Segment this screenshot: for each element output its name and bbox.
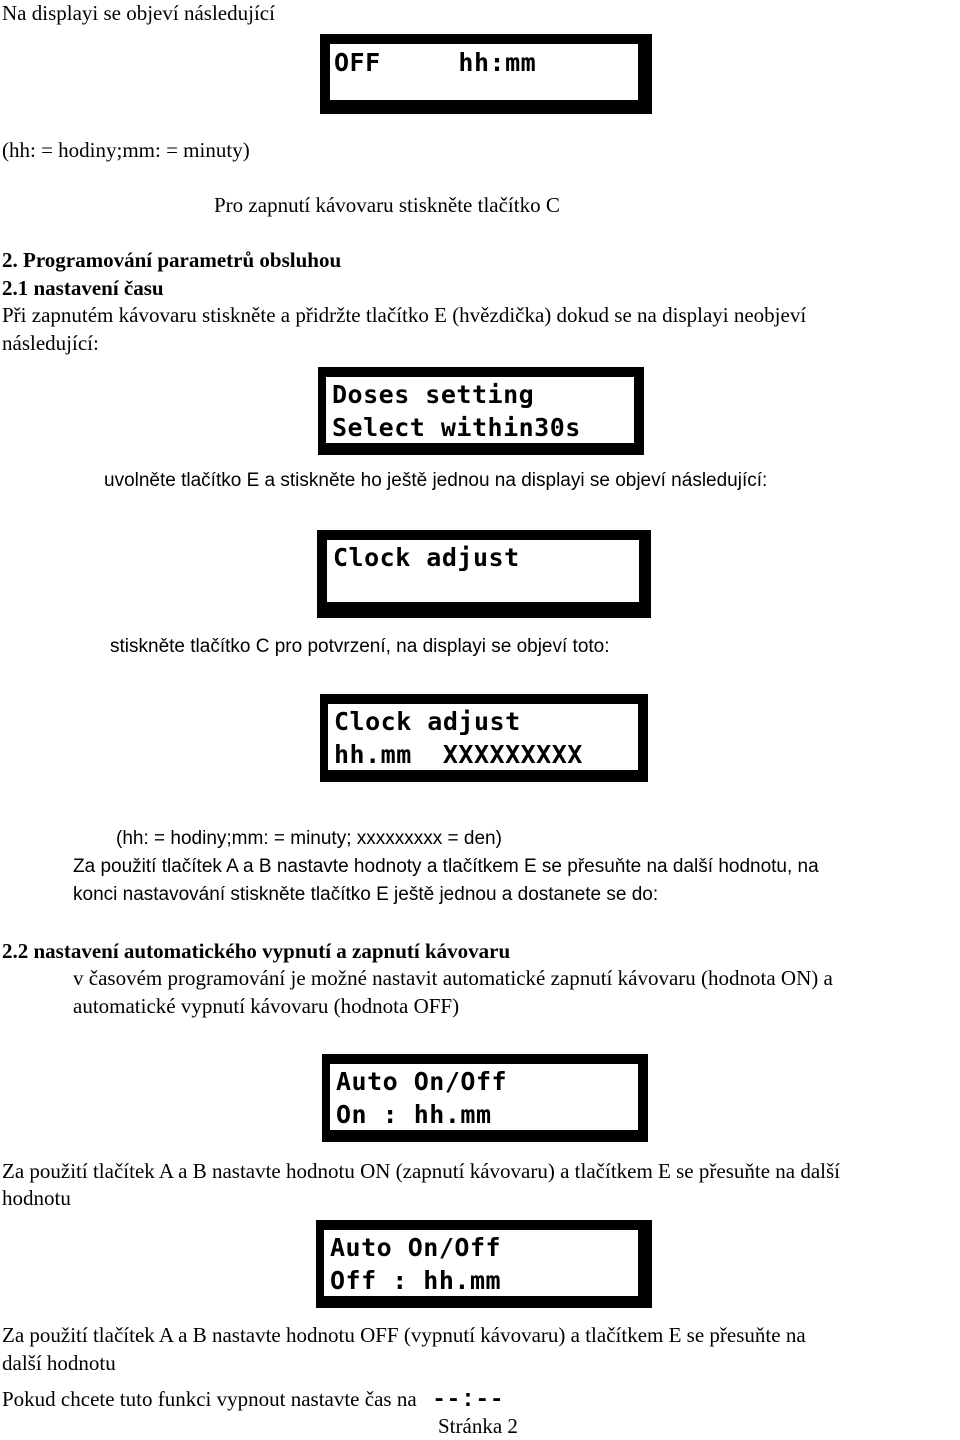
display-line-2: Select within30s: [332, 413, 581, 442]
legend-hours-minutes-day: (hh: = hodiny;mm: = minuty; xxxxxxxxx = den): [116, 828, 502, 849]
section-2-2-title: 2.2 nastavení automatického vypnutí a zapnutí kávovaru: [2, 939, 511, 963]
display-doses-setting: [318, 367, 644, 455]
disable-label: Pokud chcete tuto funkci vypnout nastavte čas na: [2, 1387, 417, 1411]
display-line-1: OFF hh:mm: [334, 48, 537, 77]
confirm-c-text: stiskněte tlačítko C pro potvrzení, na displayi se objeví toto:: [110, 636, 610, 657]
display-line-1: Auto On/Off: [330, 1233, 502, 1262]
display-line-2: hh.mm XXXXXXXXX: [334, 740, 583, 769]
section-2-2-text: v časovém programování je možné nastavit automatické zapnutí kávovaru (hodnota ON) a: [73, 966, 833, 990]
set-values-text: Za použití tlačítek A a B nastavte hodnoty a tlačítkem E se přesuňte na další hodnotu, na: [73, 856, 819, 877]
display-auto-off: [316, 1220, 652, 1308]
intro-text: Na displayi se objeví následující: [2, 1, 275, 25]
display-clock-adjust: [317, 530, 651, 618]
section-2-1-text-cont: následující:: [2, 331, 99, 355]
display-clock-adjust-date: [320, 694, 648, 782]
legend-hours-minutes: (hh: = hodiny;mm: = minuty): [2, 138, 250, 162]
set-on-text: Za použití tlačítek A a B nastavte hodnotu ON (zapnutí kávovaru) a tlačítkem E se přesuňte na další: [2, 1159, 841, 1183]
set-values-text-cont: konci nastavování stiskněte tlačítko E ještě jednou a dostanete se do:: [73, 884, 659, 905]
disable-function-text: [2, 1387, 504, 1416]
set-off-text: Za použití tlačítek A a B nastavte hodnotu OFF (vypnutí kávovaru) a tlačítkem E se přesuňte na: [2, 1323, 806, 1347]
release-e-text: uvolněte tlačítko E a stiskněte ho ještě jednou na displayi se objeví následující:: [104, 470, 768, 491]
display-line-2: Off : hh.mm: [330, 1266, 502, 1295]
section-2-1-title: 2.1 nastavení času: [2, 276, 164, 300]
display-line-1: Doses setting: [332, 380, 535, 409]
page-number: Stránka 2: [438, 1414, 518, 1438]
display-auto-on: [322, 1054, 648, 1142]
display-line-1: Clock adjust: [333, 543, 520, 572]
display-line-2: On : hh.mm: [336, 1100, 492, 1129]
display-line-1: Clock adjust: [334, 707, 521, 736]
section-2-title: 2. Programování parametrů obsluhou: [2, 248, 342, 272]
disable-time-value: --:--: [431, 1387, 504, 1414]
display-line-1: Auto On/Off: [336, 1067, 508, 1096]
set-on-text-cont: hodnotu: [2, 1186, 71, 1210]
set-off-text-cont: další hodnotu: [2, 1351, 116, 1375]
section-2-2-text-cont: automatické vypnutí kávovaru (hodnota OFF): [73, 994, 460, 1018]
power-on-text: Pro zapnutí kávovaru stiskněte tlačítko C: [214, 193, 560, 217]
display-off-time: [320, 34, 652, 114]
section-2-1-text: Při zapnutém kávovaru stiskněte a přidržte tlačítko E (hvězdička) dokud se na displayi neobjeví: [2, 303, 807, 327]
